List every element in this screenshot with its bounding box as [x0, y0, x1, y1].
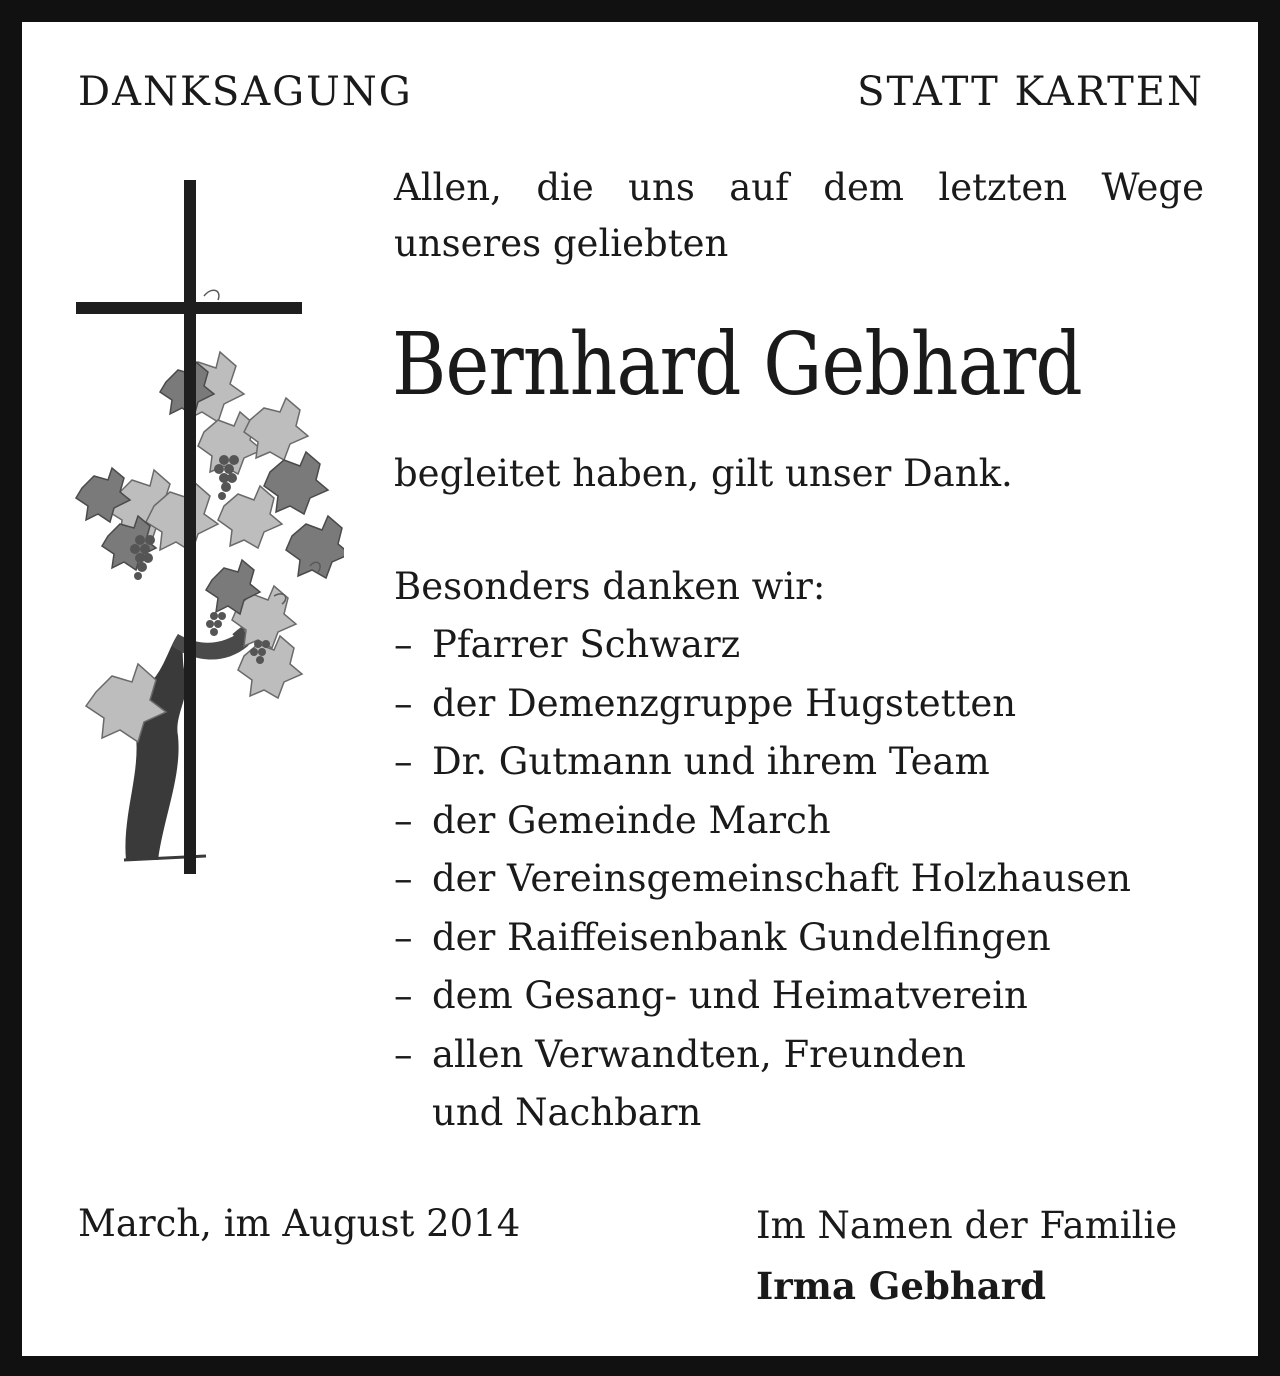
list-item: [394, 733, 1131, 792]
intro-line-2: unseres geliebten: [394, 222, 729, 265]
list-item: [394, 792, 1131, 851]
list-item: [394, 616, 1131, 675]
dash-bullet: –: [394, 974, 413, 1017]
list-item: [394, 1026, 1131, 1143]
list-item-text: dem Gesang- und Heimatverein: [432, 974, 1028, 1017]
list-item: [394, 850, 1131, 909]
list-item: [394, 675, 1131, 734]
dash-bullet: –: [394, 623, 413, 666]
on-behalf-of-family: Im Namen der Familie: [756, 1204, 1178, 1247]
intro-text: [394, 160, 1204, 272]
list-item-text: allen Verwandten, Freunden und Nachbarn: [432, 1032, 966, 1134]
header-danksagung: DANKSAGUNG: [78, 69, 413, 115]
dash-bullet: –: [394, 798, 413, 842]
place-and-date: March, im August 2014: [78, 1202, 521, 1245]
signer-name: Irma Gebhard: [756, 1264, 1047, 1308]
special-thanks-list: [394, 616, 1131, 1143]
special-thanks-heading: Besonders danken wir:: [394, 565, 826, 608]
list-item: [394, 967, 1131, 1026]
dash-bullet: –: [394, 857, 413, 900]
list-item-text: Dr. Gutmann und ihrem Team: [432, 740, 990, 783]
cross-with-grapevine-icon: [74, 176, 344, 880]
dash-bullet: –: [394, 915, 413, 959]
deceased-name: Bernhard Gebhard: [392, 315, 1082, 415]
dash-bullet: –: [394, 681, 413, 725]
intro-line-1: Allen, die uns auf dem letzten Wege: [394, 166, 1204, 209]
list-item-text: der Vereinsgemeinschaft Holzhausen: [432, 857, 1131, 900]
list-item-text: Pfarrer Schwarz: [432, 623, 741, 666]
list-item-text: der Demenzgruppe Hugstetten: [432, 681, 1017, 725]
dash-bullet: –: [394, 1032, 413, 1076]
dash-bullet: –: [394, 740, 413, 783]
list-item: [394, 909, 1131, 968]
header-statt-karten: STATT KARTEN: [857, 69, 1204, 115]
thanks-statement: begleitet haben, gilt unser Dank.: [394, 452, 1013, 495]
list-item-text: der Gemeinde March: [432, 798, 831, 842]
list-item-text: der Raiffeisenbank Gundelfingen: [432, 915, 1051, 959]
signature-block: [756, 1196, 1177, 1316]
